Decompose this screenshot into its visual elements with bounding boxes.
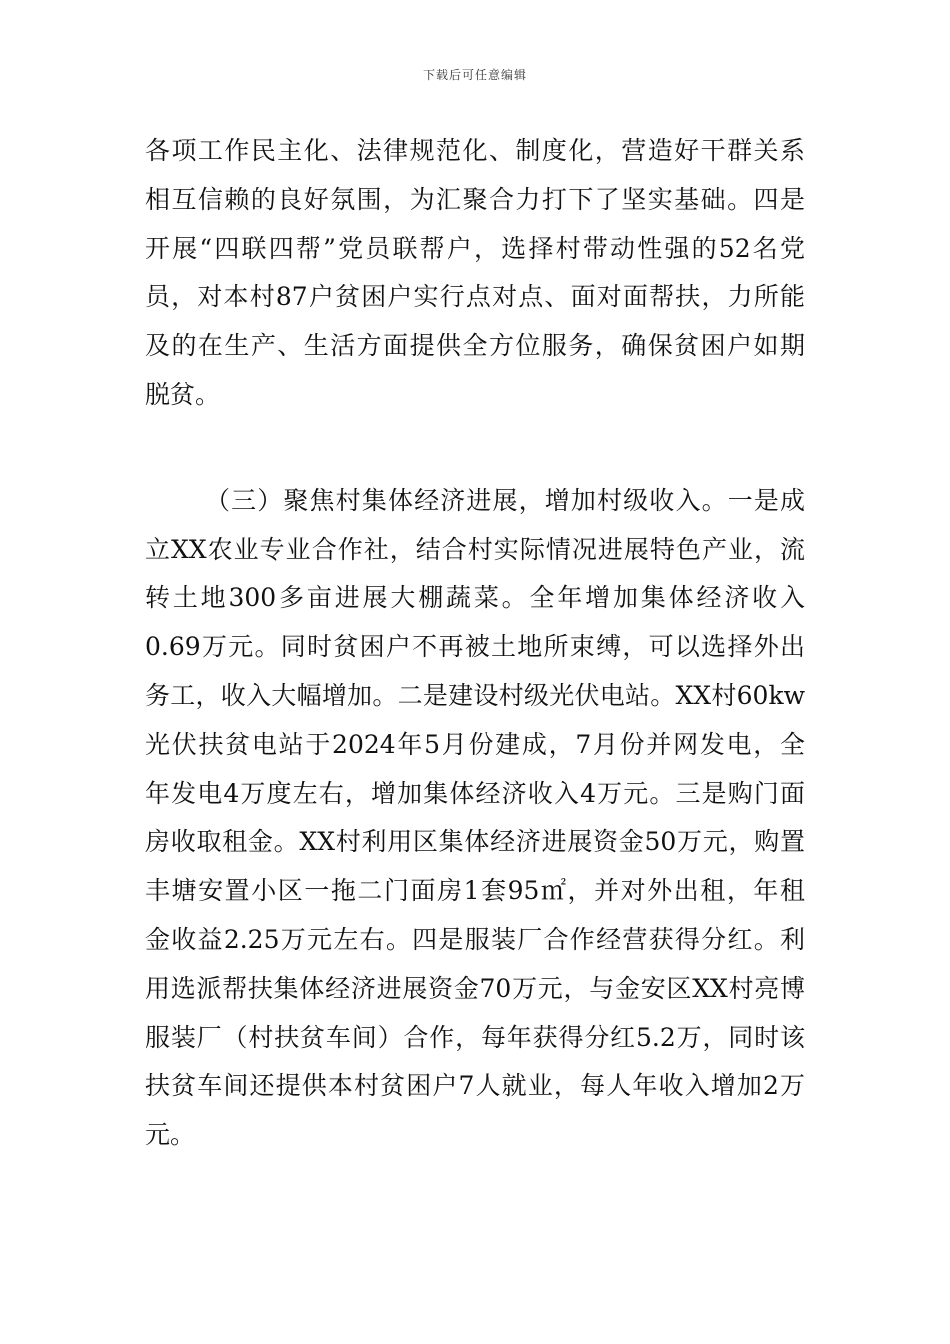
text-line: 金收益2.25万元左右。四是服装厂合作经营获得分红。利 [145, 924, 805, 954]
text-line: 用选派帮扶集体经济进展资金70万元，与金安区XX村亮博 [145, 973, 805, 1003]
text-line: 年发电4万度左右，增加集体经济收入4万元。三是购门面 [145, 778, 805, 808]
text-line: 及的在生产、生活方面提供全方位服务，确保贫困户如期 [145, 331, 805, 361]
text-line: 脱贫。 [145, 379, 221, 409]
text-line: 员，对本村87户贫困户实行点对点、面对面帮扶，力所能 [145, 282, 805, 312]
text-line: 扶贫车间还提供本村贫困户7人就业，每人年收入增加2万 [145, 1071, 805, 1101]
paragraph-1 [145, 127, 805, 420]
text-line: 相互信赖的良好氛围，为汇聚合力打下了坚实基础。四是 [145, 184, 805, 214]
text-line: 务工，收入大幅增加。二是建设村级光伏电站。XX村60kw [145, 680, 805, 710]
text-line: （三）聚焦村集体经济进展，增加村级收入。一是成 [205, 485, 805, 515]
text-line: 房收取租金。XX村利用区集体经济进展资金50万元，购置 [145, 827, 805, 857]
download-note: 下载后可任意编辑 [422, 68, 527, 82]
text-line: 转土地300多亩进展大棚蔬菜。全年增加集体经济收入 [145, 583, 805, 613]
text-line: 丰塘安置小区一拖二门面房1套95㎡，并对外出租，年租 [145, 876, 805, 906]
text-line: 立XX农业专业合作社，结合村实际情况进展特色产业，流 [145, 534, 805, 564]
document-body [145, 127, 805, 1160]
text-line: 元。 [145, 1120, 196, 1150]
text-line: 光伏扶贫电站于2024年5月份建成，7月份并网发电，全 [145, 729, 805, 759]
paragraph-spacer [145, 420, 805, 477]
text-line: 服装厂（村扶贫车间）合作，每年获得分红5.2万，同时该 [145, 1022, 805, 1052]
paragraph-2 [145, 477, 805, 1160]
text-line: 开展“四联四帮”党员联帮户，选择村带动性强的52名党 [145, 233, 805, 263]
text-line: 0.69万元。同时贫困户不再被土地所束缚，可以选择外出 [145, 632, 805, 662]
text-line: 各项工作民主化、法律规范化、制度化，营造好干群关系 [145, 136, 805, 165]
